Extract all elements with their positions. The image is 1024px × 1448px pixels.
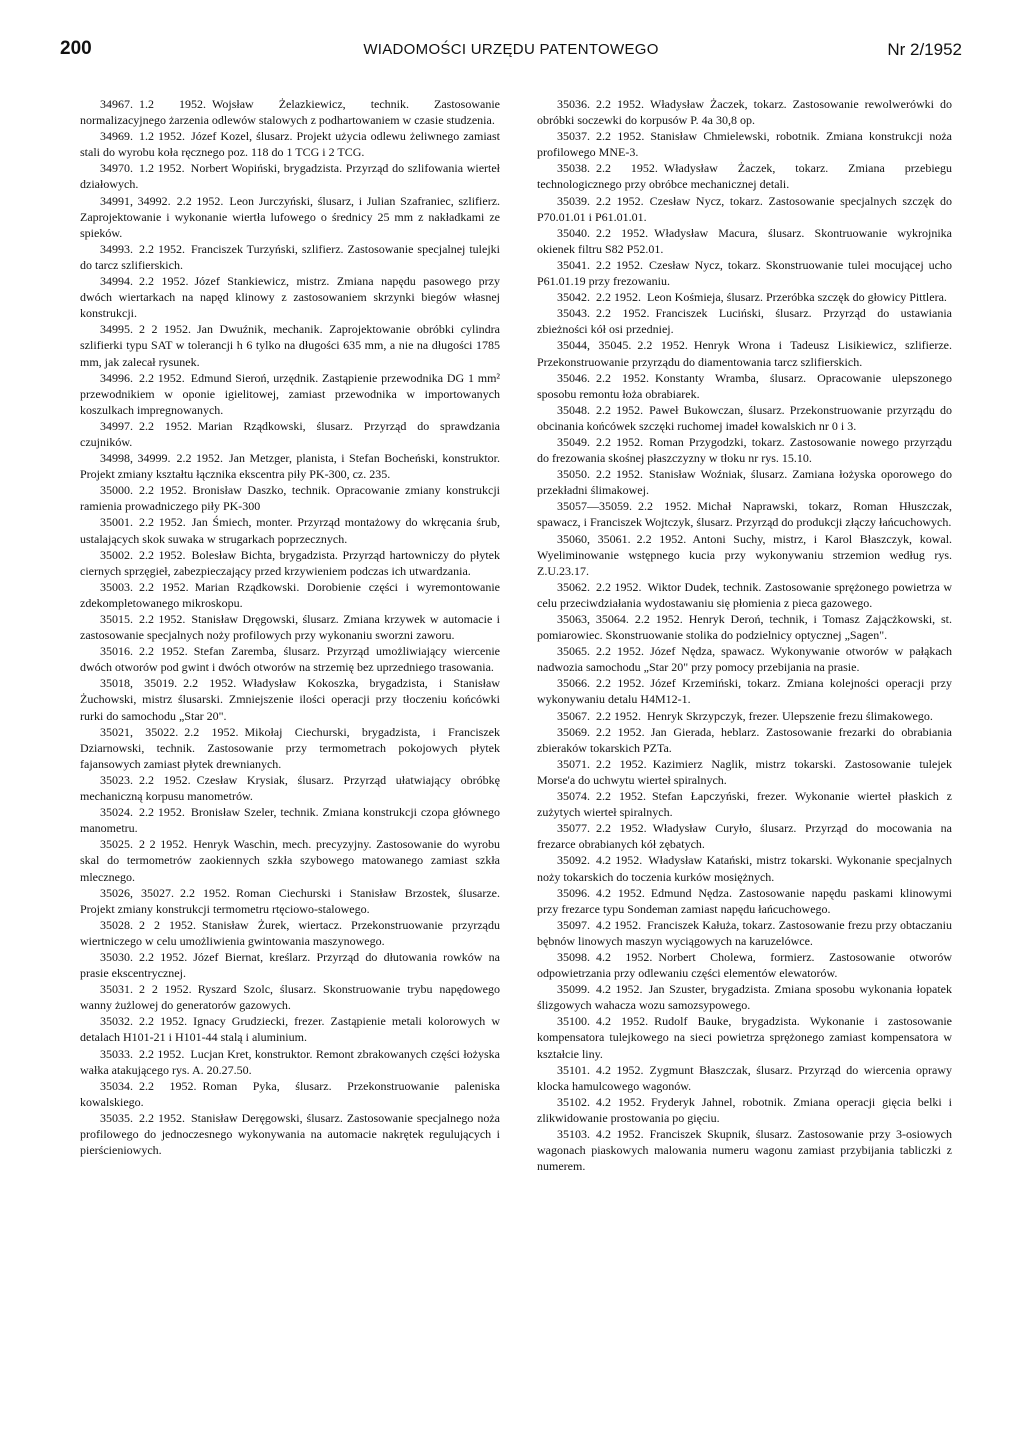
entry-number: 35101. (557, 1062, 590, 1077)
entry-text: Czesław Krysiak, ślusarz. Przyrząd ułatwiający obróbkę mechaniczną korpusu manometrów. (80, 772, 500, 804)
entry-number: 35050. (557, 467, 590, 482)
entry-text: Józef Biernat, kreślarz. Przyrząd do dłutowania rowków na prasie ekscentrycznej. (80, 949, 500, 981)
entry-date: 2.2 1952. (139, 772, 191, 787)
entry-date: 4.2 1952. (596, 885, 645, 900)
patent-entry (80, 482, 500, 514)
entry-number: 35060, 35061. (557, 531, 631, 546)
entry-number: 35103. (557, 1127, 590, 1141)
patent-entry (80, 772, 500, 804)
entry-text: Norbert Cholewa, formierz. Zastosowanie otworów odpowietrzania przy odlewaniu części elementów elewatorów. (537, 949, 952, 981)
entry-text: Jan Szuster, brygadzista. Zmiana sposobu wykonania łopatek ślizgowych wahacza wozu samozsypowego. (537, 982, 952, 1013)
patent-entry (80, 917, 500, 949)
entry-text: Norbert Wopiński, brygadzista. Przyrząd do szlifowania wierteł działowych. (80, 161, 500, 192)
patent-entry (80, 450, 500, 482)
patent-entry (80, 579, 500, 611)
entry-number: 35065. (557, 644, 590, 659)
entry-number: 35044, 35045. (557, 338, 632, 353)
entry-number: 35034. (100, 1078, 133, 1093)
entry-text: Leon Kośmieja, ślusarz. Przeróbka szczęk do głowicy Pittlera. (647, 290, 947, 305)
entry-number: 35032. (100, 1014, 133, 1029)
entry-date: 2.2 1952. (596, 290, 641, 305)
entry-date: 2.2 1952. (139, 241, 185, 256)
patent-entry (537, 1126, 952, 1174)
entry-number: 35036. (557, 97, 590, 111)
entry-number: 35015. (100, 612, 133, 626)
entry-text: Stefan Zaremba, ślusarz. Przyrząd umożliwiający wiercenie dwóch otworów pod gwint i dwóch otworów na strzemię bez uprzedniego trasowania. (80, 644, 500, 675)
entry-date: 2.2 1952. (596, 193, 644, 208)
patent-entry (537, 498, 952, 530)
entry-text: Stanisław Woźniak, ślusarz. Zamiana łożyska oporowego do przekładni ślimakowej. (537, 467, 952, 498)
entry-text: Władysław Macura, ślusarz. Skontruowanie wykrojnika okienek filtru S82 P52.01. (537, 225, 952, 256)
patent-entry (80, 836, 500, 884)
entry-date: 2.2 1952. (139, 1014, 188, 1029)
patent-entry (537, 724, 952, 756)
entry-text: Władysław Żaczek, tokarz. Zastosowanie rewolwerówki do obróbki soczewki do korpusów P. 4a 30,8 op. (537, 97, 952, 128)
entry-number: 35096. (557, 885, 590, 900)
entry-text: Józef Kozel, ślusarz. Projekt użycia odlewu żeliwnego zamiast stali do wyrobu koła ręcznego poz. 118 do 1 TCG i 2 TCG. (80, 129, 500, 160)
entry-text: Ryszard Szolc, ślusarz. Skonstruowanie trybu napędowego wanny żużlowej do generatorów gazowych. (80, 982, 500, 1013)
patent-entry (537, 643, 952, 675)
entry-text: Franciszek Luciński, ślusarz. Przyrząd do ustawiania zbieżności kół osi przedniej. (537, 306, 952, 337)
entry-text: Rudolf Bauke, brygadzista. Wykonanie i zastosowanie kompensatora tulejkowego na sieci powietrza sprężonego zamiast kompensatora w kształcie liny. (537, 1014, 952, 1061)
entry-number: 35028. (100, 917, 133, 932)
entry-text: Władysław Kokoszka, brygadzista, i Stanisław Żuchowski, mistrz ślusarski. Zmniejszenie ilości operacji przy tłoczeniu końcówki rurki do samochodu „Star 20". (80, 676, 500, 723)
entry-text: Czesław Nycz, tokarz. Zastosowanie specjalnych szczęk do P70.01.01 i P61.01.01. (537, 193, 952, 224)
entry-date: 2.2 1952. (596, 789, 646, 804)
entry-date: 2.2 1952. (596, 434, 644, 449)
entry-number: 35026, 35027. (100, 885, 175, 900)
patent-entry (80, 273, 500, 321)
patent-entry (80, 96, 500, 128)
patent-entry (537, 708, 952, 724)
entry-text: Fryderyk Jahnel, robotnik. Zmiana operacji gięcia belki i zlikwidowanie prostowania po gięciu. (537, 1094, 952, 1125)
entry-date: 4.2 1952. (596, 917, 642, 932)
entry-date: 2.2 1952. (139, 1046, 185, 1061)
entry-date: 2.2 1952. (180, 885, 231, 900)
entry-text: Jan Dwuźnik, mechanik. Zaprojektowanie obróbki cylindra szlifierki typu SAT w tolerancji h 6 tylko na długości 635 mm, a nie na długości 1785 mm, jak zalecał rysunek. (80, 322, 500, 369)
entry-date: 2 2 1952. (139, 917, 197, 932)
entry-date: 2.2 1952. (139, 274, 189, 289)
patent-entry (537, 160, 952, 192)
entry-date: 2.2 1952. (596, 402, 644, 417)
entry-number: 35063, 35064. (557, 612, 629, 626)
entry-text: Jan Śmiech, monter. Przyrząd montażowy do wkręcania śrub, ustalających skok suwaka w strugarkach poprzecznych. (80, 515, 500, 546)
patent-entry (537, 531, 952, 579)
entry-date: 2.2 1952. (596, 821, 647, 836)
entry-text: Czesław Nycz, tokarz. Skonstruowanie tulei mocującej ucho P61.01.19 przy frezowaniu. (537, 257, 952, 289)
entry-date: 2.2 1952. (139, 1110, 185, 1125)
entry-number: 35002. (100, 547, 133, 562)
entry-text: Mikołaj Ciechurski, brygadzista, i Franciszek Dziarnowski, technik. Zastosowanie przy termometrach pokojowych płytek fajansowych zamiast płytek drewnianych. (80, 724, 500, 771)
entry-number: 35018, 35019. (100, 676, 178, 691)
entry-date: 2.2 1952. (634, 612, 683, 626)
entry-number: 35049. (557, 434, 590, 449)
entry-date: 2.2 1952. (638, 499, 692, 514)
entry-number: 35066. (557, 676, 590, 691)
patent-entry (80, 949, 500, 981)
entry-date: 2.2 1952. (139, 483, 187, 498)
patent-entry (537, 611, 952, 643)
entry-text: Kazimierz Naglik, mistrz tokarski. Zastosowanie tulejek Morse'a do uchwytu wierteł spiralnych. (537, 756, 952, 787)
entry-number: 35092. (557, 853, 590, 868)
entry-text: Józef Krzemiński, tokarz. Zmiana kolejności operacji przy wykonywaniu detalu H4M12-1. (537, 676, 952, 707)
patent-entry (537, 193, 952, 225)
entry-date: 2.2 1952. (176, 451, 223, 466)
entry-date: 2.2 1952. (596, 708, 641, 723)
entry-text: Paweł Bukowczan, ślusarz. Przekonstruowanie przyrządu do obcinania końcówek szczęki ruchomej imadeł kowalskich nr 0 i 3. (537, 402, 952, 433)
entry-text: Roman Pyka, ślusarz. Przekonstruowanie paleniska kowalskiego. (80, 1078, 500, 1109)
left-column (80, 96, 500, 1426)
entry-date: 2.2 1952. (176, 193, 224, 208)
entry-number: 34991, 34992. (100, 193, 171, 208)
entry-number: 35030. (100, 949, 133, 964)
entry-date: 2.2 1952. (596, 644, 645, 659)
page-number: 200 (60, 38, 92, 59)
entry-number: 35001. (100, 515, 133, 530)
entry-text: Marian Rządkowski, ślusarz. Przyrząd do sprawdzania czujników. (80, 418, 500, 449)
patent-entry (537, 675, 952, 707)
entry-date: 2.2 1952. (596, 676, 645, 691)
patent-entry (537, 257, 952, 289)
entry-text: Franciszek Turzyński, szlifierz. Zastosowanie specjalnej tulejki do tarcz szlifierskich. (80, 241, 500, 272)
patent-entry (537, 1013, 952, 1061)
entry-text: Józef Stankiewicz, mistrz. Zmiana napędu pasowego przy dwóch wiertarkach na napęd klinowy z zastosowaniem skrzynki biegów własnej konstrukcji. (80, 274, 500, 321)
entry-date: 4.2 1952. (596, 982, 643, 997)
entry-date: 2.2 1952. (139, 805, 185, 820)
entry-date: 2.2 1952. (636, 531, 687, 546)
entry-date: 2.2 1952. (596, 97, 645, 111)
entry-date: 4.2 1952. (596, 1014, 649, 1029)
patent-entry (80, 675, 500, 723)
entry-number: 35062. (557, 579, 590, 594)
entry-number: 35039. (557, 193, 590, 208)
entry-text: Stefan Łapczyński, frezer. Wykonanie wierteł płaskich z zużytych wierteł spiralnych. (537, 789, 952, 820)
entry-date: 2.2 1952. (139, 579, 189, 594)
entry-number: 34996. (100, 370, 133, 385)
entry-date: 2.2 1952. (596, 257, 643, 272)
patent-entry (537, 949, 952, 981)
entry-date: 2.2 1952. (596, 724, 645, 739)
entry-number: 35033. (100, 1046, 133, 1061)
entry-number: 34970. (100, 161, 133, 176)
entry-text: Henryk Wrona i Tadeusz Lisikiewicz, szlifierze. Przekonstruowanie przyrządu do diamentowania tarcz szlifierskich. (537, 338, 952, 369)
entry-number: 35040. (557, 225, 590, 240)
patent-entry (537, 885, 952, 917)
entry-number: 35048. (557, 402, 590, 417)
entry-date: 2.2 1952. (139, 949, 188, 964)
entry-date: 2.2 1952. (596, 579, 642, 594)
issue-number: Nr 2/1952 (887, 40, 962, 59)
patent-entry (80, 514, 500, 546)
entry-date: 2.2 1952. (596, 161, 658, 176)
patent-entry (537, 225, 952, 257)
entry-number: 34998, 34999. (100, 451, 171, 466)
patent-entry (80, 611, 500, 643)
patent-entry (80, 1110, 500, 1158)
entry-number: 35016. (100, 644, 133, 659)
entry-date: 4.2 1952. (596, 1062, 644, 1077)
entry-text: Stanisław Żurek, wiertacz. Przekonstruowanie przyrządu wiertniczego w celu umożliwienia gwintowania maszynowego. (80, 917, 500, 948)
patent-entry (537, 1094, 952, 1126)
entry-date: 2.2 1952. (139, 612, 186, 626)
patent-entry (80, 1078, 500, 1110)
entry-text: Edmund Nędza. Zastosowanie napędu paskami klinowymi przy frezarce typu Sondeman zamiast napędu łańcuchowego. (537, 885, 952, 916)
entry-text: Roman Ciechurski i Stanisław Brzostek, ślusarze. Projekt zmiany konstrukcji termometru rtęciowo-stalowego. (80, 885, 500, 916)
entry-number: 35069. (557, 724, 590, 739)
entry-number: 35025. (100, 837, 133, 852)
entry-number: 35057—35059. (557, 499, 632, 514)
entry-number: 34993. (100, 241, 133, 256)
patent-entry (80, 321, 500, 369)
patent-entry (537, 402, 952, 434)
entry-date: 4.2 1952. (596, 949, 653, 964)
patent-entry (537, 434, 952, 466)
patent-entry (80, 193, 500, 241)
entry-number: 35035. (100, 1110, 133, 1125)
entry-text: Stanisław Dręgowski, ślusarz. Zmiana krzywek w automacie i zastosowanie specjalnych noży profilowych przy wykonaniu sworzni zaworu. (80, 612, 500, 643)
entry-text: Wiktor Dudek, technik. Zastosowanie sprężonego powietrza w celu przeciwdziałania wydostawaniu się płomienia z pieca gazowego. (537, 579, 952, 610)
patent-entry (537, 820, 952, 852)
patent-entry (80, 981, 500, 1013)
patent-entry (80, 1013, 500, 1045)
entry-text: Jan Metzger, planista, i Stefan Bocheński, konstruktor. Projekt zmiany kształtu łącznika ekscentra piły PK-300, cz. 235. (80, 451, 500, 482)
entry-number: 35041. (557, 257, 590, 272)
patent-entry (537, 981, 952, 1013)
patent-entry (80, 547, 500, 579)
patent-entry (537, 852, 952, 884)
entry-date: 2.2 1952. (183, 676, 237, 691)
entry-number: 35003. (100, 579, 133, 594)
entry-number: 34967. (100, 97, 133, 111)
entry-date: 2.2 1952. (139, 644, 188, 659)
entry-number: 35021, 35022. (100, 724, 179, 739)
entry-number: 35023. (100, 772, 133, 787)
entry-number: 35042. (557, 290, 590, 305)
entry-text: Stanisław Deręgowski, ślusarz. Zastosowanie specjalnego noża profilowego do jednoczesnego wykonywania na automacie nakrętek regulujących i pierścieniowych. (80, 1110, 500, 1158)
entry-date: 2 2 1952. (139, 982, 192, 997)
entry-date: 2.2 1952. (139, 515, 186, 530)
entry-number: 35037. (557, 129, 590, 144)
entry-text: Bolesław Bichta, brygadzista. Przyrząd hartowniczy do płytek ciernych sprzęgieł, zabezpieczający przed krzywieniem podczas ich utwardzania. (80, 547, 500, 578)
journal-title: WIADOMOŚCI URZĘDU PATENTOWEGO (363, 41, 659, 58)
entry-text: Franciszek Kałuża, tokarz. Zastosowanie frezu przy obtaczaniu bębnów linowych maszyn wyciągowych na karuzelówce. (537, 917, 952, 948)
entry-text: Leon Jurczyński, ślusarz, i Julian Szafraniec, szlifierz. Zaprojektowanie i wykonanie wiertła lufowego o średnicy 25 mm z nakładkami ze spieków. (80, 193, 500, 240)
entry-date: 4.2 1952. (596, 1094, 645, 1109)
entry-date: 4.2 1952. (596, 1127, 644, 1141)
entry-number: 35000. (100, 483, 133, 498)
entry-date: 2.2 1952. (596, 225, 649, 240)
entry-date: 2.2 1952. (637, 338, 688, 353)
entry-text: Władysław Curyło, ślusarz. Przyrząd do mocowania na frezarce obrabianych kół zębatych. (537, 821, 952, 852)
entry-text: Marian Rządkowski. Dorobienie części i wyremontowanie zdekompletowanego mikroskopu. (80, 579, 500, 610)
entry-number: 35074. (557, 789, 590, 804)
entry-text: Józef Nędza, spawacz. Wykonywanie otworów w pałąkach nadwozia samochodu „Star 20" przy pomocy przebijania na prasie. (537, 644, 952, 675)
patent-entry (537, 466, 952, 498)
right-column (537, 96, 952, 1426)
patent-entry (537, 1062, 952, 1094)
patent-entry (80, 804, 500, 836)
entry-date: 2.2 1952. (184, 724, 239, 739)
entry-date: 1.2 1952. (139, 97, 207, 111)
entry-date: 1.2 1952. (139, 161, 185, 176)
entry-text: Franciszek Skupnik, ślusarz. Zastosowanie przy 3-osiowych wagonach piaskowych malowania numeru wagonu zamiast przybijania tabliczki z numerem. (537, 1127, 952, 1174)
entry-number: 34997. (100, 418, 133, 433)
patent-entry (537, 917, 952, 949)
entry-text: Henryk Deroń, technik, i Tomasz Zającżkowski, st. pomiarowiec. Skonstruowanie stolika do podzielnicy optycznej „Sagen". (537, 612, 952, 643)
patent-entry (537, 788, 952, 820)
patent-entry (80, 160, 500, 192)
entry-date: 2.2 1952. (139, 1078, 197, 1093)
entry-number: 35046. (557, 370, 590, 385)
patent-entry (80, 418, 500, 450)
entry-date: 2.2 1952. (596, 467, 644, 482)
entry-date: 2 2 1952. (139, 322, 191, 337)
patent-entry (80, 885, 500, 917)
entry-date: 2.2 1952. (596, 306, 650, 321)
entry-number: 35099. (557, 982, 590, 997)
entry-number: 35031. (100, 982, 133, 997)
patent-entry (80, 241, 500, 273)
entry-date: 2.2 1952. (139, 547, 186, 562)
entry-text: Antoni Suchy, mistrz, i Karol Błaszczyk, kowal. Wyeliminowanie wstępnego kucia przy wykonywaniu strzemion według rys. Z.U.23.17. (537, 531, 952, 578)
entry-number: 34995. (100, 322, 133, 337)
entry-number: 34969. (100, 129, 133, 144)
entry-text: Bronisław Daszko, technik. Opracowanie zmiany konstrukcji ramienia prowadniczego piły PK-300 (80, 483, 500, 514)
patent-entry (537, 289, 952, 305)
entry-text: Michał Naprawski, tokarz, Roman Hłuszczak, spawacz, i Franciszek Wojtczyk, ślusarz. Przyrząd do produkcji złączy łańcuchowych. (537, 499, 952, 530)
patent-entry (537, 128, 952, 160)
entry-number: 35100. (557, 1014, 590, 1029)
entry-number: 35067. (557, 708, 590, 723)
patent-entry (80, 724, 500, 772)
entry-date: 2.2 1952. (596, 756, 647, 771)
entry-text: Roman Przygodzki, tokarz. Zastosowanie nowego przyrządu do frezowania skośnej płaszczyzny w tłoku nr rys. 15.10. (537, 434, 952, 466)
patent-entry (537, 370, 952, 402)
entry-date: 2.2 1952. (139, 370, 185, 385)
entry-date: 4.2 1952. (596, 853, 643, 868)
entry-text: Konstanty Wramba, ślusarz. Opracowanie ulepszonego sposobu remontu łoża obrabiarek. (537, 370, 952, 401)
entry-text: Władysław Katański, mistrz tokarski. Wykonanie specjalnych noży tokarskich do toczenia kurków mosiężnych. (537, 853, 952, 884)
entry-date: 2.2 1952. (596, 129, 645, 144)
patent-entry (537, 96, 952, 128)
entry-number: 34994. (100, 274, 133, 289)
entry-number: 35038. (557, 161, 590, 176)
patent-entry (80, 128, 500, 160)
entry-text: Władysław Żaczek, tokarz. Zmiana przebiegu technologicznego przy obróbce mechanicznej detali. (537, 161, 952, 192)
entry-number: 35102. (557, 1094, 590, 1109)
entry-date: 2.2 1952. (139, 418, 192, 433)
entry-number: 35097. (557, 917, 590, 932)
entry-text: Henryk Waschin, mech. precyzyjny. Zastosowanie do wyrobu skal do termometrów zaokiennych szkła szybowego matowanego zamiast szkła mlecznego. (80, 837, 500, 884)
entry-date: 1.2 1952. (139, 129, 186, 144)
entry-text: Stanisław Chmielewski, robotnik. Zmiana konstrukcji noża profilowego MNE-3. (537, 129, 952, 160)
entry-date: 2.2 1952. (596, 370, 649, 385)
entry-text: Bronisław Szeler, technik. Zmiana konstrukcji czopa głównego manometru. (80, 805, 500, 836)
entry-date: 2 2 1952. (139, 837, 188, 852)
patent-entry (537, 756, 952, 788)
entry-number: 35098. (557, 949, 590, 964)
entry-number: 35077. (557, 821, 590, 836)
entry-number: 35043. (557, 306, 590, 321)
entry-text: Wojsław Żelazkiewicz, technik. Zastosowanie normalizacyjnego żarzenia odlewów stalowych z podhartowaniem w czasie studzenia. (80, 97, 500, 128)
entry-text: Lucjan Kret, konstruktor. Remont zbrakowanych części łożyska wałka atakującego rys. A. 20.27.50. (80, 1046, 500, 1077)
patent-entry (80, 1046, 500, 1078)
patent-entry (537, 337, 952, 369)
patent-entry (80, 370, 500, 418)
patent-entry (537, 579, 952, 611)
entry-number: 35071. (557, 756, 590, 771)
entry-text: Ignacy Grudziecki, frezer. Zastąpienie metali kolorowych w detalach H101-21 i H101-44 stalą i aluminium. (80, 1014, 500, 1045)
entry-number: 35024. (100, 805, 133, 820)
page-header (60, 38, 962, 68)
entry-text: Jan Gierada, heblarz. Zastosowanie frezarki do obrabiania zbieraków tokarskich PZTa. (537, 724, 952, 755)
entry-text: Henryk Skrzypczyk, frezer. Ulepszenie frezu ślimakowego. (647, 708, 933, 723)
entry-text: Zygmunt Błaszczak, ślusarz. Przyrząd do wiercenia oprawy klocka hamulcowego wagonów. (537, 1062, 952, 1093)
entry-text: Edmund Sieroń, urzędnik. Zastąpienie przewodnika DG 1 mm² przewodnikiem w oponie igielitowej, zamiast przewodnika w importowanych koszulkach impregnowanych. (80, 370, 500, 417)
patent-entry (80, 643, 500, 675)
patent-entry (537, 305, 952, 337)
